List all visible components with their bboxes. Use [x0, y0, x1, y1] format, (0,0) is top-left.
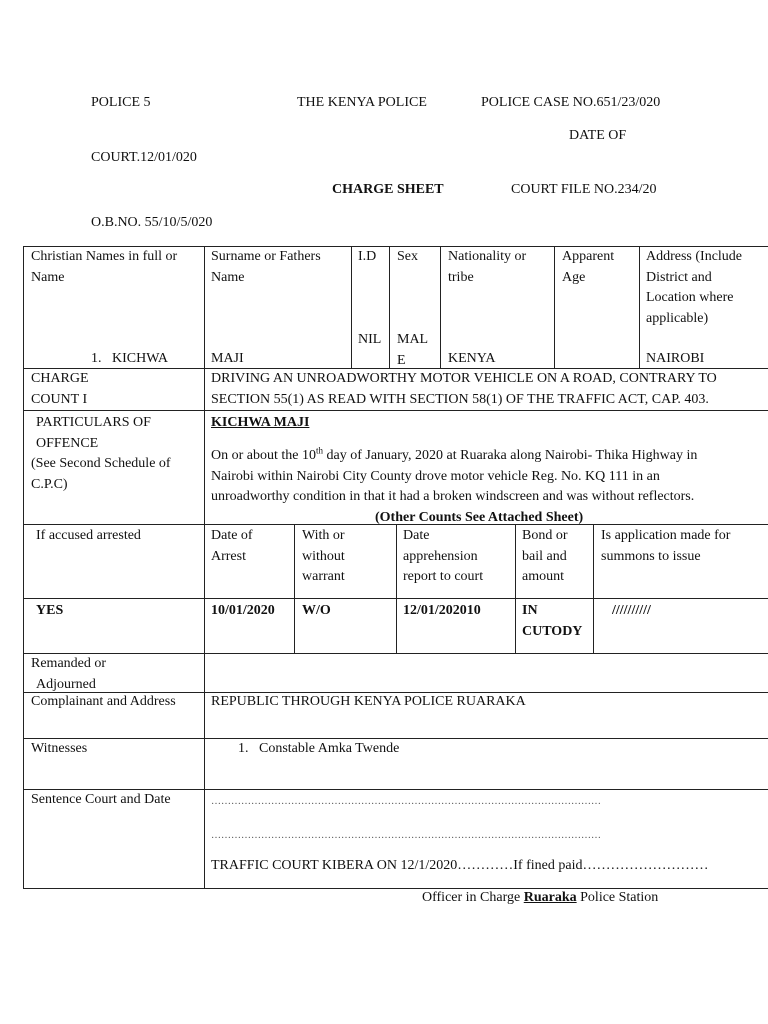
arrest-date-value: 10/01/2020 — [211, 603, 275, 618]
surname-header: Surname or Fathers Name — [211, 249, 321, 285]
bond-value: IN CUTODY — [522, 603, 583, 639]
accused-surname: MAJI — [211, 351, 244, 366]
accused-name: KICHWA — [112, 351, 168, 366]
accused-sex: MAL E — [397, 332, 429, 368]
bond-header: Bond or bail and amount — [522, 528, 568, 584]
particulars-text: On or about the 10th day of January, 2020 at Ruaraka along Nairobi- Thika Highway in Nairobi within Nairobi City County drove motor vehicle Reg. No. KQ 111 in an unroadworthy condition in that it had a broken windscreen and was without reflectors. — [211, 445, 698, 504]
charge-text: DRIVING AN UNROADWORTHY MOTOR VEHICLE ON A ROAD, CONTRARY TO SECTION 55(1) AS READ WITH SECTION 58(1) OF THE TRAFFIC ACT, CAP. 403. — [211, 371, 717, 407]
form-label: POLICE 5 — [91, 95, 151, 110]
complainant-value: REPUBLIC THROUGH KENYA POLICE RUARAKA — [211, 694, 526, 709]
sentence-label: Sentence Court and Date — [31, 792, 171, 807]
report-date-header: Date apprehension report to court — [403, 528, 484, 584]
sentence-dotted-line-2: ……………………………………………………………………………………………………… — [211, 830, 601, 841]
summons-header: Is application made for summons to issue — [601, 528, 731, 564]
summons-value: ////////// — [612, 603, 651, 618]
sex-header: Sex — [397, 249, 418, 264]
court-date: COURT.12/01/020 — [91, 150, 197, 165]
arrest-date-header: Date of Arrest — [211, 528, 253, 564]
warrant-value: W/O — [302, 603, 331, 618]
particulars-label: PARTICULARS OF OFFENCE (See Second Schedule of C.P.C) — [31, 415, 171, 492]
remanded-label: Remanded or Adjourned — [31, 656, 107, 692]
address-header: Address (Include District and Location where applicable) — [646, 249, 743, 326]
page-title: CHARGE SHEET — [332, 182, 444, 197]
report-date-value: 12/01/202010 — [403, 603, 481, 618]
other-counts-note: (Other Counts See Attached Sheet) — [375, 510, 584, 525]
court-file-number: COURT FILE NO.234/20 — [511, 182, 657, 197]
witnesses-label: Witnesses — [31, 741, 88, 756]
charge-label: CHARGE COUNT I — [31, 371, 89, 407]
accused-id: NIL — [358, 332, 382, 347]
accused-address: NAIROBI — [646, 351, 705, 366]
list-item-index: 1. — [91, 351, 102, 366]
id-header: I.D — [358, 249, 377, 264]
age-header: Apparent Age — [562, 249, 615, 285]
sentence-court-text: TRAFFIC COURT KIBERA ON 12/1/2020…………If fined paid……………………… — [211, 858, 709, 873]
names-header: Christian Names in full or Name — [31, 249, 178, 285]
officer-signature-line: Officer in Charge Ruaraka Police Station — [422, 890, 659, 905]
ob-number: O.B.NO. 55/10/5/020 — [91, 215, 213, 230]
sentence-dotted-line-1: ……………………………………………………………………………………………………… — [211, 796, 601, 807]
particulars-accused-name: KICHWA MAJI — [211, 415, 310, 430]
arrested-header: If accused arrested — [36, 528, 141, 543]
witness-list-item: 1. Constable Amka Twende — [238, 741, 400, 756]
org-name: THE KENYA POLICE — [297, 95, 427, 110]
station-name: Ruaraka — [523, 890, 577, 905]
date-of-court-label: DATE OF — [569, 128, 627, 143]
accused-nationality: KENYA — [448, 351, 496, 366]
arrested-value: YES — [36, 603, 64, 618]
complainant-label: Complainant and Address — [31, 694, 176, 709]
nationality-header: Nationality or tribe — [448, 249, 527, 285]
warrant-header: With or without warrant — [302, 528, 345, 584]
case-number: POLICE CASE NO.651/23/020 — [481, 95, 661, 110]
